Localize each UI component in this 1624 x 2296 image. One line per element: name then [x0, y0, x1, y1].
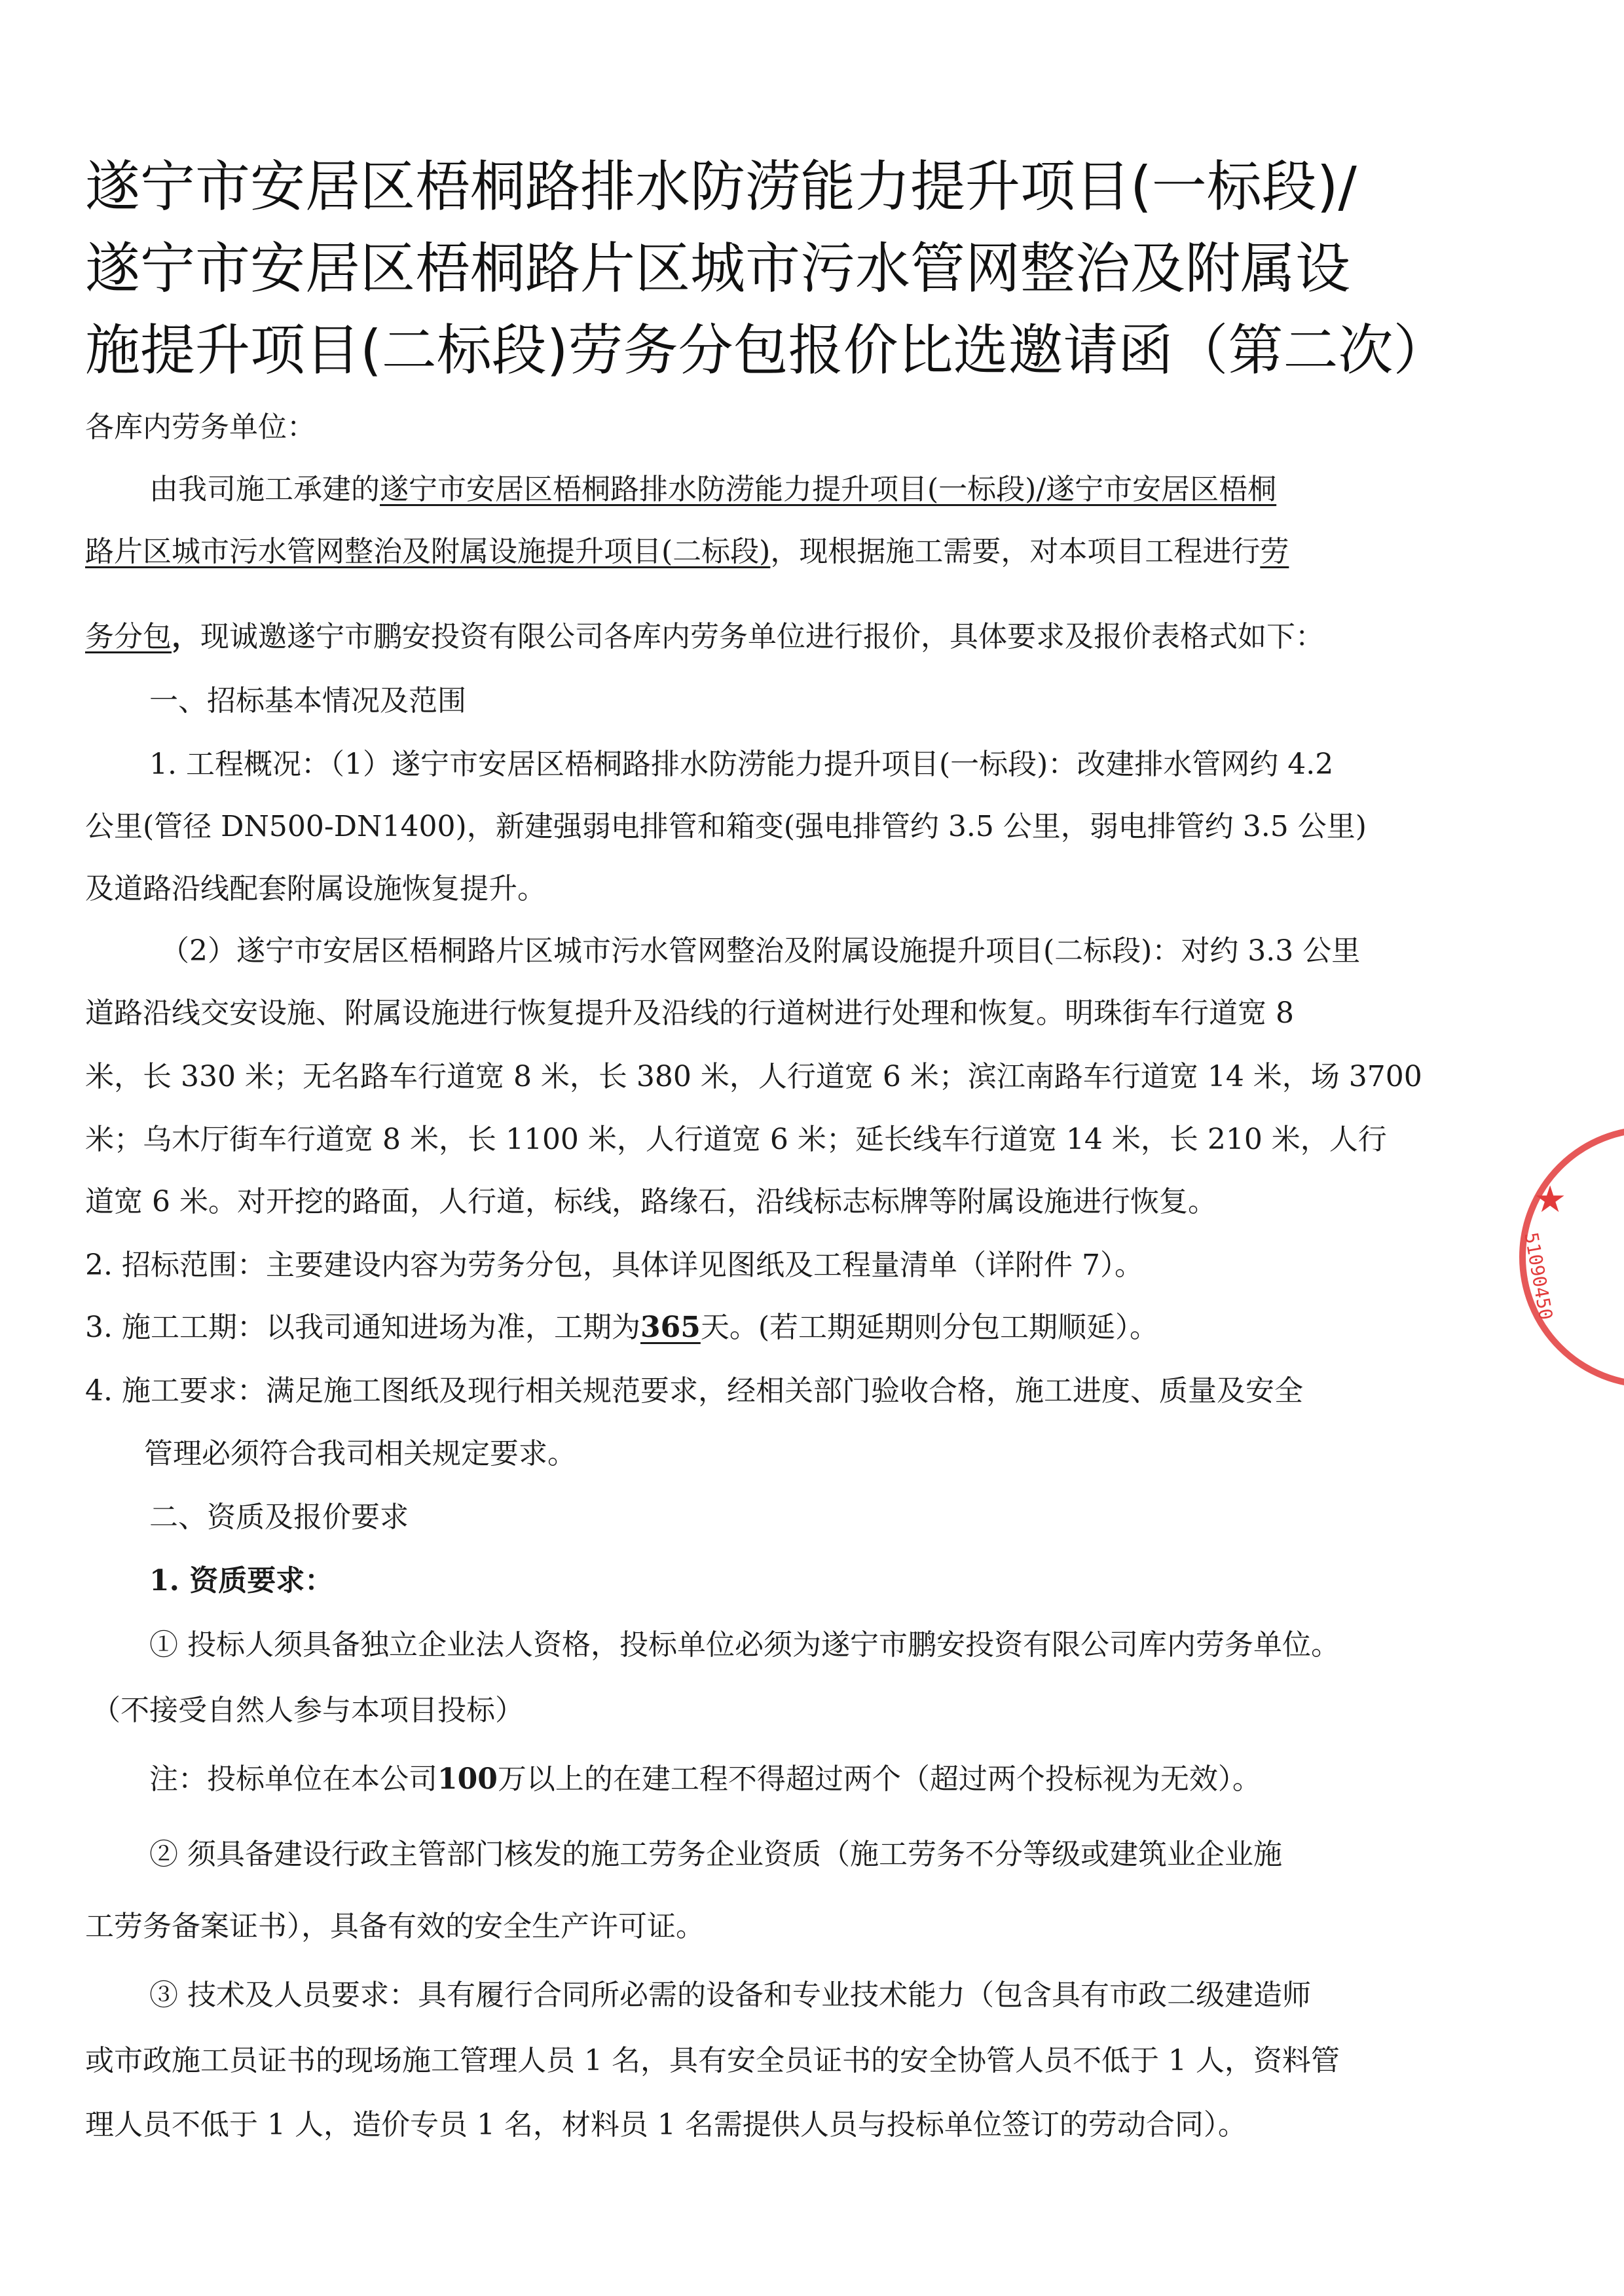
intro-line-3: [85, 619, 1324, 655]
overview-p1-line-3: 及道路沿线配套附属设施恢复提升。: [85, 872, 546, 905]
intro-comma: ，: [172, 620, 200, 653]
labor-subcontract-underlined: 务分包: [85, 620, 172, 653]
labor-subcontract-underlined: 劳: [1260, 535, 1289, 568]
qualification-1-line-2: （不接受自然人参与本项目投标）: [92, 1694, 524, 1727]
period-days: 365: [640, 1311, 701, 1344]
overview-p2-line-3: 米，长 330 米；无名路车行道宽 8 米，长 380 米，人行道宽 6 米；滨江南路车行道宽 14 米，场 3700: [85, 1060, 1422, 1093]
section-2-heading: 二、资质及报价要求: [149, 1501, 409, 1534]
construction-requirements-line-1: 4. 施工要求：满足施工图纸及现行相关规范要求，经相关部门验收合格，施工进度、质量及安全: [85, 1374, 1303, 1408]
overview-p2-line-5: 道宽 6 米。对开挖的路面，人行道，标线，路缘石，沿线标志标牌等附属设施进行恢复。: [85, 1185, 1217, 1218]
qualification-heading: 1. 资质要求：: [149, 1564, 334, 1597]
note-amount: 100: [437, 1762, 498, 1796]
qualification-2-line-1: ② 须具备建设行政主管部门核发的施工劳务企业资质（施工劳务不分等级或建筑业企业施: [149, 1838, 1282, 1871]
overview-p2-line-2: 道路沿线交安设施、附属设施进行恢复提升及沿线的行道树进行处理和恢复。明珠街车行道宽 8: [85, 996, 1294, 1030]
seal-star-icon: ★: [1534, 1178, 1567, 1221]
overview-p1-line-1: 1. 工程概况：（1）遂宁市安居区梧桐路排水防涝能力提升项目(一标段)：改建排水管网约 4.2: [149, 748, 1334, 781]
period-text: 天。(若工期延期则分包工期顺延）。: [700, 1311, 1158, 1344]
bidding-scope: 2. 招标范围：主要建设内容为劳务分包，具体详见图纸及工程量清单（详附件 7）。: [85, 1248, 1143, 1282]
overview-p2-line-1: （2）遂宁市安居区梧桐路片区城市污水管网整治及附属设施提升项目(二标段)：对约 3.3 公里: [160, 934, 1361, 968]
intro-line-1: [149, 471, 1276, 508]
qualification-3-line-1: ③ 技术及人员要求：具有履行合同所必需的设备和专业技术能力（包含具有市政二级建造师: [149, 1978, 1311, 2012]
title-line-2: 遂宁市安居区梧桐路片区城市污水管网整治及附属设: [85, 236, 1351, 301]
intro-text: 现诚邀遂宁市鹏安投资有限公司各库内劳务单位进行报价，具体要求及报价表格式如下：: [200, 620, 1324, 653]
project-name-underlined: 遂宁市安居区梧桐路排水防涝能力提升项目(一标段)/遂宁市安居区梧桐: [380, 473, 1277, 506]
construction-requirements-line-2: 管理必须符合我司相关规定要求。: [144, 1437, 576, 1470]
intro-line-2: [85, 534, 1289, 570]
qualification-1-line-1: ① 投标人须具备独立企业法人资格，投标单位必须为遂宁市鹏安投资有限公司库内劳务单位。: [149, 1628, 1340, 1662]
intro-text: ，现根据施工需要，对本项目工程进行: [770, 535, 1261, 568]
qualification-3-line-3: 理人员不低于 1 人，造价专员 1 名，材料员 1 名需提供人员与投标单位签订的劳动合同）。: [85, 2108, 1247, 2141]
qualification-2-line-2: 工劳务备案证书），具备有效的安全生产许可证。: [85, 1910, 705, 1943]
project-name-underlined: 路片区城市污水管网整治及附属设施提升项目(二标段): [85, 535, 771, 568]
qualification-note: [149, 1761, 1261, 1798]
note-text: 万以上的在建工程不得超过两个（超过两个投标视为无效）。: [497, 1762, 1261, 1796]
section-1-heading: 一、招标基本情况及范围: [149, 684, 466, 718]
note-text: 注：投标单位在本公司: [149, 1762, 437, 1796]
title-line-1: 遂宁市安居区梧桐路排水防涝能力提升项目(一标段)/: [85, 155, 1357, 219]
salutation: 各库内劳务单位：: [85, 410, 316, 444]
period-text: 3. 施工工期：以我司通知进场为准，工期为: [85, 1311, 640, 1344]
overview-p1-line-2: 公里(管径 DN500-DN1400)，新建强弱电排管和箱变(强电排管约 3.5 公里，弱电排管约 3.5 公里): [85, 810, 1367, 843]
seal-number: 51090450: [1520, 1231, 1557, 1322]
construction-period: [85, 1309, 1158, 1346]
qualification-3-line-2: 或市政施工员证书的现场施工管理人员 1 名，具有安全员证书的安全协管人员不低于 1 人，资料管: [85, 2044, 1340, 2077]
intro-text: 由我司施工承建的: [149, 473, 380, 506]
overview-p2-line-4: 米；乌木厅街车行道宽 8 米，长 1100 米，人行道宽 6 米；延长线车行道宽 14 米，长 210 米，人行: [85, 1123, 1387, 1156]
title-line-3: 施提升项目(二标段)劳务分包报价比选邀请函（第二次）: [85, 318, 1449, 382]
